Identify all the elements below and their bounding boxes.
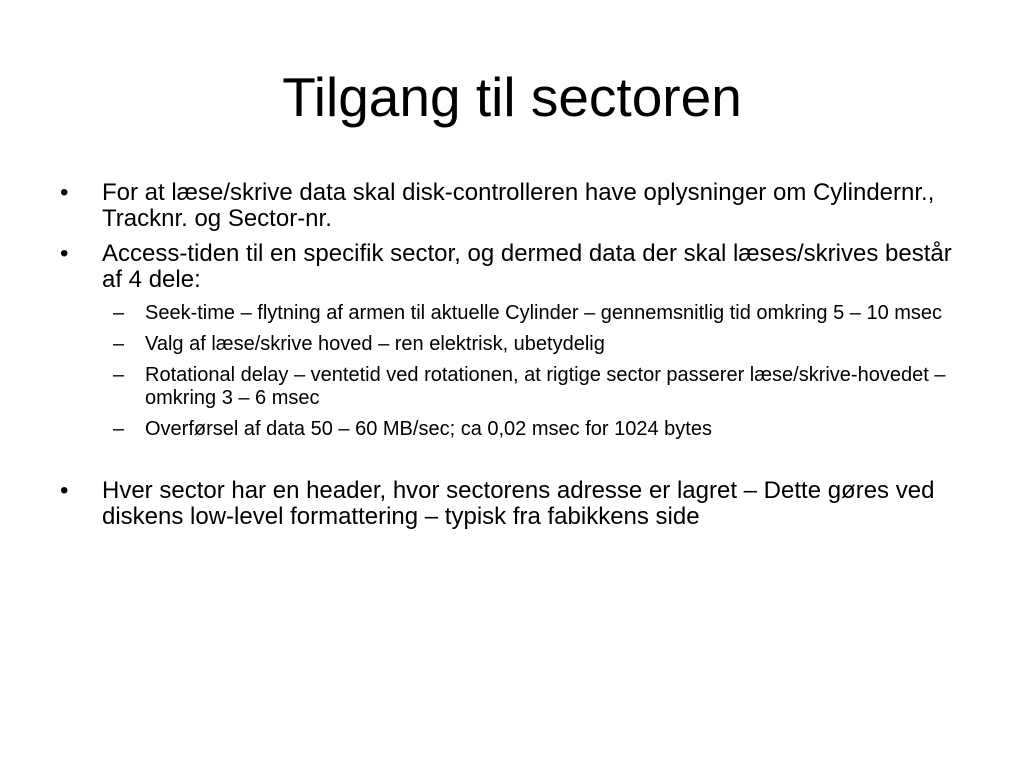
sub-bullet-text: Rotational delay – ventetid ved rotationen, at rigtige sector passerer læse/skrive-hovedet – omkring 3 – 6 msec: [145, 364, 946, 409]
sub-bullet-marker: –: [113, 333, 125, 355]
bullet-text: Hver sector har en header, hvor sectorens adresse er lagret – Dette gøres ved diskens low-level formattering – typisk fra fabikkens side: [102, 477, 935, 530]
sub-bullet-marker: –: [113, 364, 125, 386]
bullet-marker: •: [60, 477, 69, 504]
sub-bullet-text: Overførsel af data 50 – 60 MB/sec; ca 0,02 msec for 1024 bytes: [145, 418, 712, 440]
sub-bullet-marker: –: [113, 418, 125, 440]
slide-content: [60, 180, 965, 539]
slide-title: Tilgang til sectoren: [282, 66, 742, 128]
sub-bullet-item: [102, 302, 965, 325]
sub-bullet-text: Seek-time – flytning af armen til aktuelle Cylinder – gennemsnitlig tid omkring 5 – 10 msec: [145, 302, 943, 324]
sub-bullet-item: [102, 333, 965, 356]
sub-bullet-text: Valg af læse/skrive hoved – ren elektrisk, ubetydelig: [145, 333, 605, 355]
sub-bullet-item: [102, 364, 965, 410]
spacer: [60, 449, 965, 478]
sub-bullet-marker: –: [113, 302, 125, 324]
bullet-item: [60, 478, 965, 530]
bullet-marker: •: [60, 240, 69, 267]
bullet-marker: •: [60, 179, 69, 206]
bullet-item: [60, 180, 965, 232]
bullet-item: [60, 241, 965, 293]
bullet-text: For at læse/skrive data skal disk-controlleren have oplysninger om Cylindernr., Tracknr. og Sector-nr.: [102, 179, 935, 232]
sub-bullet-list: [102, 302, 965, 441]
sub-bullet-item: [102, 418, 965, 441]
bullet-text: Access-tiden til en specifik sector, og dermed data der skal læses/skrives består af 4 dele:: [102, 240, 952, 293]
